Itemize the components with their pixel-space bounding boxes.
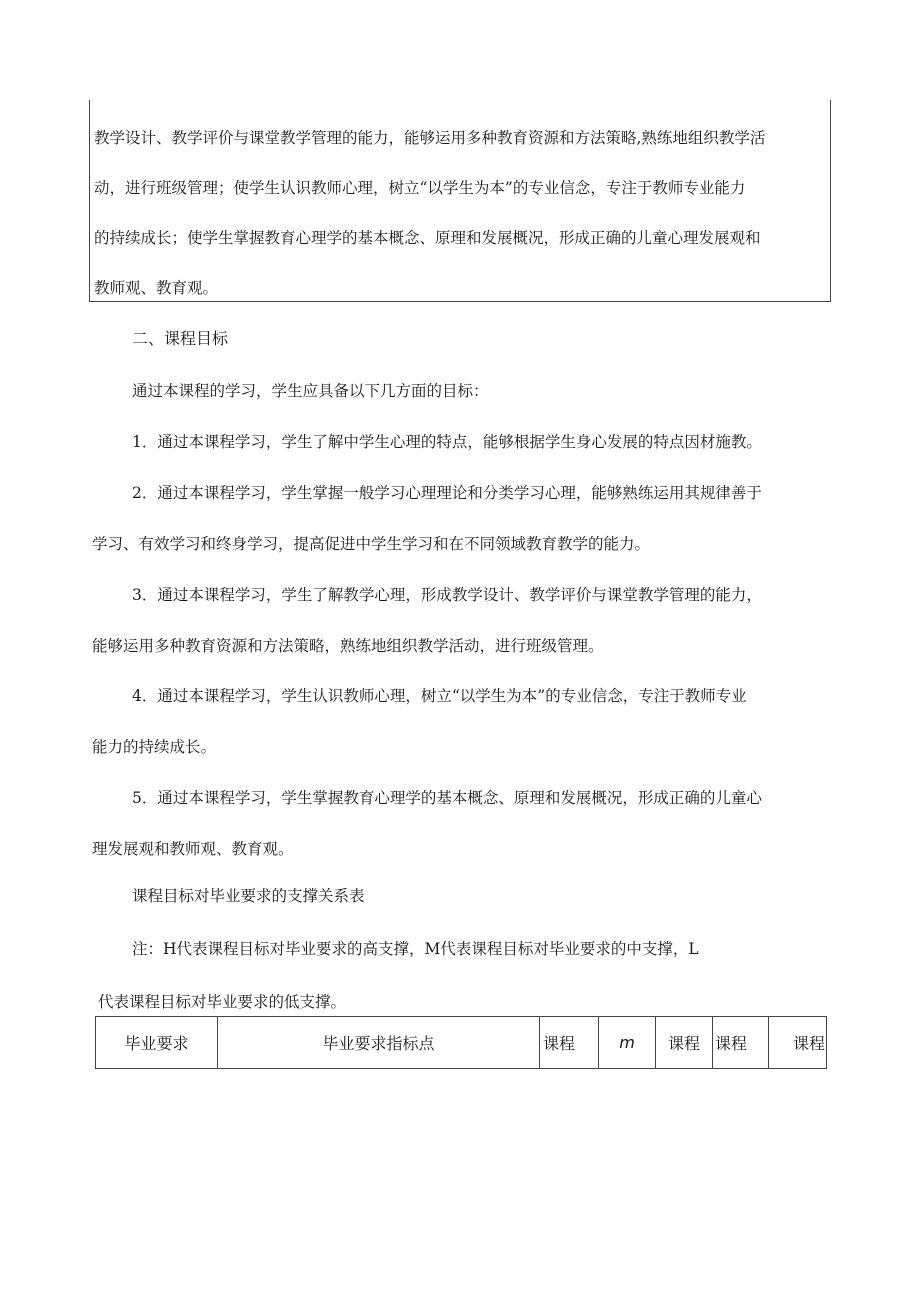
- table-title: 课程目标对毕业要求的支撑关系表: [132, 887, 365, 905]
- goal-2-line-2: 学习、有效学习和终身学习，提高促进中学生学习和在不同领域教育教学的能力。: [92, 535, 651, 553]
- header-course-4: 课程: [769, 1017, 827, 1069]
- course-description-box: [89, 100, 831, 302]
- support-relationship-table: [95, 1016, 827, 1069]
- table-header-row: [96, 1017, 827, 1069]
- goal-2-line-1: 2．通过本课程学习，学生掌握一般学习心理理论和分类学习心理，能够熟练运用其规律善于: [132, 484, 762, 502]
- header-m-cell: m: [599, 1017, 656, 1069]
- description-line-4: 教师观、教育观。: [94, 279, 219, 297]
- description-line-3: 的持续成长；使学生掌握教育心理学的基本概念、原理和发展概况，形成正确的儿童心理发展观和: [94, 229, 761, 247]
- goal-5-line-1: 5．通过本课程学习，学生掌握教育心理学的基本概念、原理和发展概况，形成正确的儿童心: [132, 789, 762, 807]
- goals-lead: 通过本课程的学习，学生应具备以下几方面的目标：: [132, 382, 489, 400]
- header-course-1: 课程: [540, 1017, 599, 1069]
- goal-1-line-1: 1．通过本课程学习，学生了解中学生心理的特点，能够根据学生身心发展的特点因材施教。: [132, 433, 762, 451]
- goal-4-line-1: 4．通过本课程学习，学生认识教师心理，树立“以学生为本”的专业信念，专注于教师专业: [132, 687, 747, 705]
- header-indicator-point: 毕业要求指标点: [218, 1017, 540, 1069]
- header-course-3: 课程: [713, 1017, 769, 1069]
- note-line-1: 注：H代表课程目标对毕业要求的高支撑，M代表课程目标对毕业要求的中支撑，L: [132, 940, 699, 958]
- section-heading: 二、课程目标: [132, 329, 229, 348]
- description-line-1: 教学设计、教学评价与课堂教学管理的能力，能够运用多种教育资源和方法策略,熟练地组织教学活: [94, 129, 766, 147]
- goal-3-line-1: 3．通过本课程学习，学生了解教学心理，形成教学设计、教学评价与课堂教学管理的能力，: [132, 586, 762, 604]
- header-course-2: 课程: [656, 1017, 713, 1069]
- note-line-2: 代表课程目标对毕业要求的低支撑。: [98, 993, 347, 1011]
- description-line-2: 动，进行班级管理；使学生认识教师心理，树立“以学生为本”的专业信念，专注于教师专业能力: [94, 179, 746, 197]
- goal-5-line-2: 理发展观和教师观、教育观。: [92, 840, 294, 858]
- header-graduation-requirement: 毕业要求: [96, 1017, 218, 1069]
- goal-4-line-2: 能力的持续成长。: [92, 738, 217, 756]
- goal-3-line-2: 能够运用多种教育资源和方法策略，熟练地组织教学活动，进行班级管理。: [92, 637, 604, 655]
